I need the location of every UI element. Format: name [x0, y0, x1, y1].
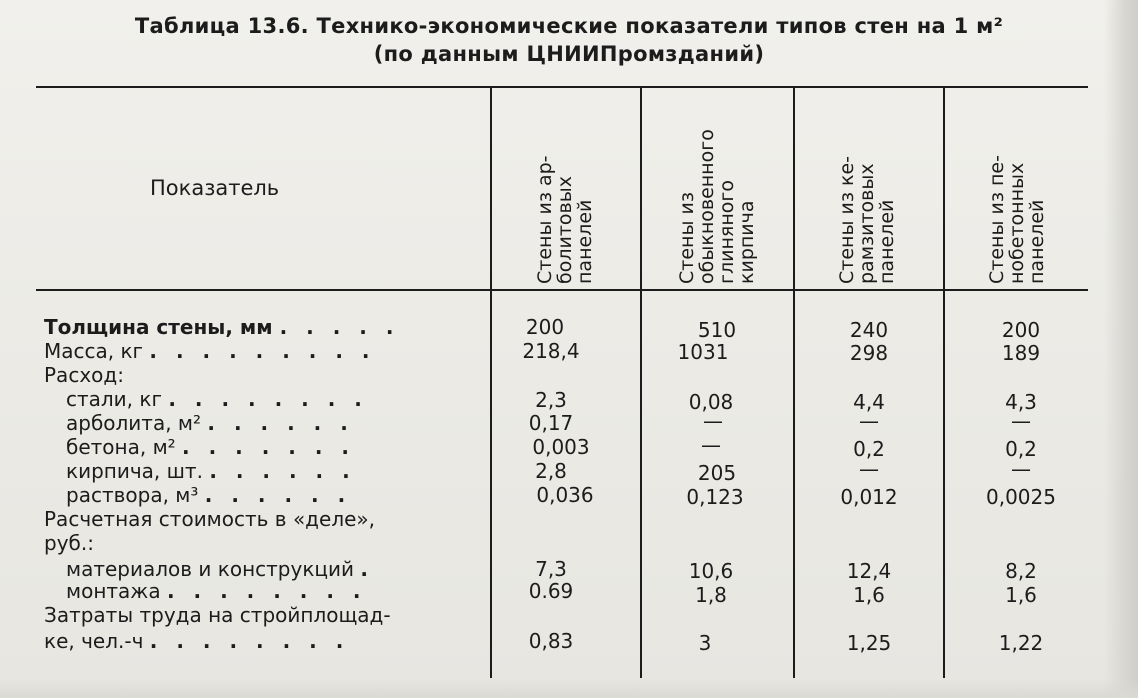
table-subtitle: (по данным ЦНИИПромзданий) — [373, 42, 765, 66]
cell: 4,3 — [1005, 390, 1037, 414]
column-header-line: панелей — [574, 199, 596, 284]
cell: — — [1011, 409, 1031, 433]
cell: 7,3 — [535, 557, 567, 581]
cell: 1,25 — [846, 631, 892, 655]
row-label-labor: Затраты труда на стройплощад- — [44, 603, 391, 627]
cell: 2,8 — [535, 459, 567, 483]
cell: 8,2 — [1005, 559, 1037, 583]
row-label-brick: кирпича, шт. . . . . . . — [66, 459, 356, 483]
cell: 218,4 — [522, 339, 580, 363]
column-header-line: Стены из ке- — [836, 156, 858, 284]
column-header-line: панелей — [1026, 199, 1048, 284]
cell: 200 — [525, 315, 565, 339]
row-label-arbolite: арболита, м² . . . . . . — [66, 411, 354, 435]
cell: 0,17 — [528, 411, 574, 435]
cell: 0,08 — [688, 390, 734, 414]
row-label-steel: стали, кг . . . . . . . . — [66, 387, 368, 411]
column-header-line: панелей — [876, 199, 898, 284]
row-label-mass: Масса, кг . . . . . . . . . — [44, 339, 376, 363]
cell: 0.69 — [528, 579, 574, 603]
header-bottom-rule — [36, 289, 1088, 291]
column-header-line: рамзитовых — [856, 163, 878, 284]
column-divider-1 — [490, 88, 492, 678]
cell: 12,4 — [846, 559, 892, 583]
cell: 10,6 — [688, 559, 734, 583]
column-header-foam-concrete — [962, 94, 1072, 284]
cell: — — [859, 409, 879, 433]
page-edge-shadow — [1104, 0, 1138, 698]
row-label-installation: монтажа . . . . . . . . — [66, 579, 367, 603]
cell: 2,3 — [535, 388, 567, 412]
row-label-consumption: Расход: — [44, 363, 124, 387]
cell: 1,6 — [1005, 583, 1037, 607]
cell: 1,22 — [998, 631, 1044, 655]
row-label-cost: Расчетная стоимость в «деле», — [44, 507, 375, 531]
row-label-labor-unit: ке, чел.-ч . . . . . . . . — [44, 629, 350, 653]
cell: 0,2 — [1005, 437, 1037, 461]
column-header-line: нобетонных — [1006, 162, 1028, 284]
cell: 0,003 — [532, 435, 590, 459]
column-divider-2 — [640, 88, 642, 678]
column-header-line: Стены из пе- — [986, 155, 1008, 284]
row-label-thickness: Толщина стены, мм . . . . . — [44, 315, 400, 339]
row-label-concrete: бетона, м² . . . . . . . — [66, 435, 356, 459]
column-header-keramzit — [812, 94, 922, 284]
column-header-line: болитовых — [554, 176, 576, 284]
cell: 205 — [697, 461, 737, 485]
column-header-line: Стены из ар- — [534, 155, 556, 284]
column-header-line: глиняного — [716, 180, 738, 284]
cell: 1,8 — [695, 583, 727, 607]
cell: 298 — [849, 341, 889, 365]
cell: 200 — [1001, 318, 1041, 342]
column-divider-4 — [943, 88, 945, 678]
cell: 0,123 — [686, 485, 744, 509]
row-label-mortar: раствора, м³ . . . . . . — [66, 483, 352, 507]
cell: 0,2 — [853, 437, 885, 461]
cell: 4,4 — [853, 390, 885, 414]
cell: — — [859, 457, 879, 481]
cell: 1,6 — [853, 583, 885, 607]
cell: 510 — [697, 318, 737, 342]
column-divider-3 — [793, 88, 795, 678]
cell: 240 — [849, 318, 889, 342]
column-header-line: обыкновенного — [696, 129, 718, 284]
column-header-line: кирпича — [736, 200, 758, 284]
page-bottom-edge — [0, 678, 1138, 698]
cell: 0,83 — [528, 629, 574, 653]
row-label-cost-unit: руб.: — [44, 531, 94, 555]
cell: 0,0025 — [986, 485, 1056, 509]
cell: 1031 — [677, 340, 729, 364]
row-label-materials: материалов и конструкций . — [66, 557, 374, 581]
cell: 3 — [698, 631, 712, 655]
table-title: Таблица 13.6. Технико-экономические показатели типов стен на 1 м² — [134, 14, 1004, 38]
column-header-line: Стены из — [676, 192, 698, 284]
cell: 0,012 — [840, 485, 898, 509]
header-indicator: Показатель — [150, 176, 280, 200]
cell: — — [701, 433, 721, 457]
column-header-arbolite — [510, 94, 620, 284]
cell: — — [703, 409, 723, 433]
top-rule — [36, 86, 1088, 88]
cell: 0,036 — [536, 483, 594, 507]
cell: — — [1011, 457, 1031, 481]
column-header-brick — [662, 94, 772, 284]
cell: 189 — [1001, 341, 1041, 365]
